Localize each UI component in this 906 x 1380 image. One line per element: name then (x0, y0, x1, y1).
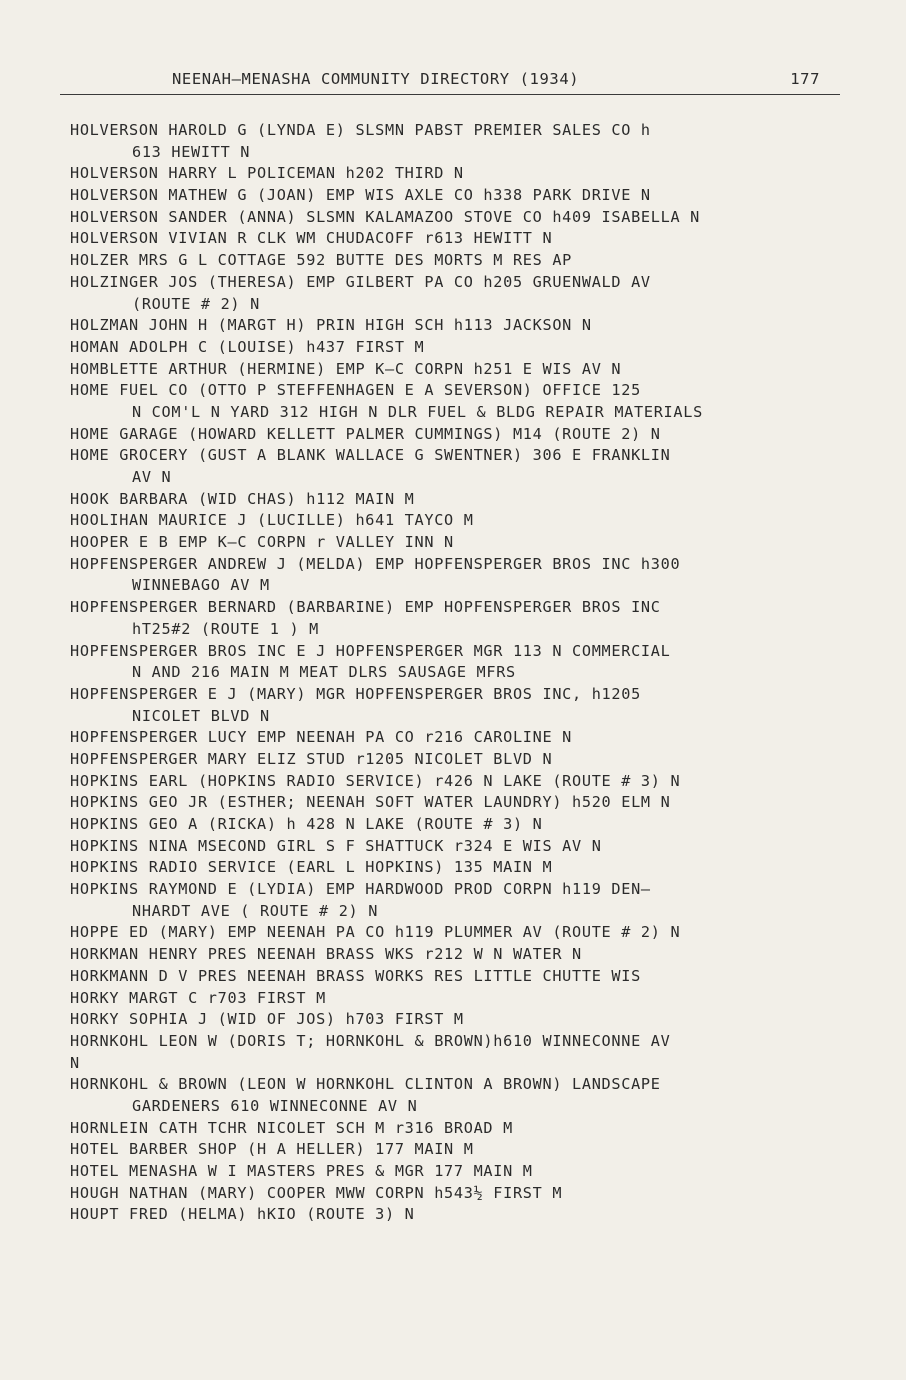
directory-entry-line: N (70, 1053, 80, 1072)
directory-entry-line: HOPKINS NINA MSECOND GIRL S F SHATTUCK r324 E WIS AV N (70, 836, 602, 855)
directory-entry-line: HOPFENSPERGER BERNARD (BARBARINE) EMP HOPFENSPERGER BROS INC (70, 598, 661, 617)
directory-entry-line: HOLVERSON VIVIAN R CLK WM CHUDACOFF r613 HEWITT N (70, 229, 553, 248)
directory-entry-line: HOLVERSON HARRY L POLICEMAN h202 THIRD N (70, 164, 464, 183)
directory-entry-line: HOLZINGER JOS (THERESA) EMP GILBERT PA CO h205 GRUENWALD AV (70, 272, 651, 291)
directory-entry-line: HOME FUEL CO (OTTO P STEFFENHAGEN E A SEVERSON) OFFICE 125 (70, 381, 641, 400)
directory-entry-line: HOPFENSPERGER BROS INC E J HOPFENSPERGER MGR 113 N COMMERCIAL (70, 641, 671, 660)
directory-entry-line: HOPKINS RAYMOND E (LYDIA) EMP HARDWOOD PROD CORPN h119 DEN— (70, 880, 651, 899)
entry-continuation-line: NHARDT AVE ( ROUTE # 2) N (132, 901, 379, 920)
directory-entry-line: HORKY SOPHIA J (WID OF JOS) h703 FIRST M (70, 1010, 464, 1029)
directory-entries (70, 120, 870, 1226)
directory-entry-line: HOME GARAGE (HOWARD KELLETT PALMER CUMMINGS) M14 (ROUTE 2) N (70, 424, 661, 443)
directory-entry-line: HOTEL BARBER SHOP (H A HELLER) 177 MAIN M (70, 1140, 474, 1159)
directory-entry-line: HOTEL MENASHA W I MASTERS PRES & MGR 177 MAIN M (70, 1162, 533, 1180)
directory-entry-line: HOLZMAN JOHN H (MARGT H) PRIN HIGH SCH h113 JACKSON N (70, 316, 592, 335)
page-title: NEENAH—MENASHA COMMUNITY DIRECTORY (1934) (172, 70, 580, 88)
directory-entry-line: HOLVERSON SANDER (ANNA) SLSMN KALAMAZOO STOVE CO h409 ISABELLA N (70, 207, 700, 226)
entry-continuation-line: (ROUTE # 2) N (132, 294, 260, 313)
entry-continuation-line: WINNEBAGO AV M (132, 576, 270, 595)
directory-entry-line: HOMBLETTE ARTHUR (HERMINE) EMP K—C CORPN h251 E WIS AV N (70, 359, 622, 378)
entry-continuation-line: N COM'L N YARD 312 HIGH N DLR FUEL & BLDG REPAIR MATERIALS (132, 402, 703, 421)
directory-entry-line: HOPFENSPERGER E J (MARY) MGR HOPFENSPERGER BROS INC, h1205 (70, 684, 641, 703)
page-number: 177 (790, 70, 820, 88)
entry-continuation-line: AV N (132, 468, 172, 486)
directory-entry-line: HOOK BARBARA (WID CHAS) h112 MAIN M (70, 489, 415, 508)
directory-entry-line: HORNKOHL LEON W (DORIS T; HORNKOHL & BROWN)h610 WINNECONNE AV (70, 1031, 671, 1050)
directory-entry-line: HOPKINS EARL (HOPKINS RADIO SERVICE) r426 N LAKE (ROUTE # 3) N (70, 771, 681, 790)
directory-entry-line: HOOPER E B EMP K—C CORPN r VALLEY INN N (70, 533, 454, 552)
directory-entry-line: HOPFENSPERGER ANDREW J (MELDA) EMP HOPFENSPERGER BROS INC h300 (70, 554, 681, 573)
directory-entry-line: HOUPT FRED (HELMA) hKIO (ROUTE 3) N (70, 1205, 415, 1224)
directory-entry-line: HOPPE ED (MARY) EMP NEENAH PA CO h119 PLUMMER AV (ROUTE # 2) N (70, 923, 681, 942)
entry-continuation-line: N AND 216 MAIN M MEAT DLRS SAUSAGE MFRS (132, 663, 516, 682)
entry-continuation-line: GARDENERS 610 WINNECONNE AV N (132, 1096, 418, 1115)
page-header (60, 68, 840, 95)
entry-continuation-line: NICOLET BLVD N (132, 706, 270, 725)
directory-entry-line: HOPFENSPERGER LUCY EMP NEENAH PA CO r216 CAROLINE N (70, 728, 573, 747)
entry-continuation-line: 613 HEWITT N (132, 142, 251, 161)
directory-entry-line: HOME GROCERY (GUST A BLANK WALLACE G SWENTNER) 306 E FRANKLIN (70, 446, 671, 465)
entry-continuation-line: hT25#2 (ROUTE 1 ) M (132, 619, 320, 638)
directory-entry-line: HORKY MARGT C r703 FIRST M (70, 988, 326, 1007)
directory-entry-line: HOPFENSPERGER MARY ELIZ STUD r1205 NICOLET BLVD N (70, 749, 553, 768)
directory-entry-line: HOMAN ADOLPH C (LOUISE) h437 FIRST M (70, 337, 425, 356)
directory-entry-line: HORNKOHL & BROWN (LEON W HORNKOHL CLINTON A BROWN) LANDSCAPE (70, 1075, 661, 1094)
directory-entry-line: HORKMAN HENRY PRES NEENAH BRASS WKS r212 W N WATER N (70, 945, 582, 964)
directory-entry-line: HOLVERSON MATHEW G (JOAN) EMP WIS AXLE CO h338 PARK DRIVE N (70, 186, 651, 205)
directory-entry-line: HORNLEIN CATH TCHR NICOLET SCH M r316 BROAD M (70, 1118, 513, 1137)
directory-entry-line: HOOLIHAN MAURICE J (LUCILLE) h641 TAYCO M (70, 511, 474, 530)
directory-entry-line: HOUGH NATHAN (MARY) COOPER MWW CORPN h543½ FIRST M (70, 1183, 563, 1202)
directory-entry-line: HORKMANN D V PRES NEENAH BRASS WORKS RES LITTLE CHUTTE WIS (70, 966, 641, 985)
directory-entry-line: HOPKINS RADIO SERVICE (EARL L HOPKINS) 135 MAIN M (70, 858, 553, 877)
directory-entry-line: HOLZER MRS G L COTTAGE 592 BUTTE DES MORTS M RES AP (70, 251, 573, 270)
directory-entry-line: HOLVERSON HAROLD G (LYNDA E) SLSMN PABST PREMIER SALES CO h (70, 121, 651, 139)
directory-entry-line: HOPKINS GEO A (RICKA) h 428 N LAKE (ROUTE # 3) N (70, 815, 543, 833)
directory-entry-line: HOPKINS GEO JR (ESTHER; NEENAH SOFT WATER LAUNDRY) h520 ELM N (70, 793, 671, 812)
